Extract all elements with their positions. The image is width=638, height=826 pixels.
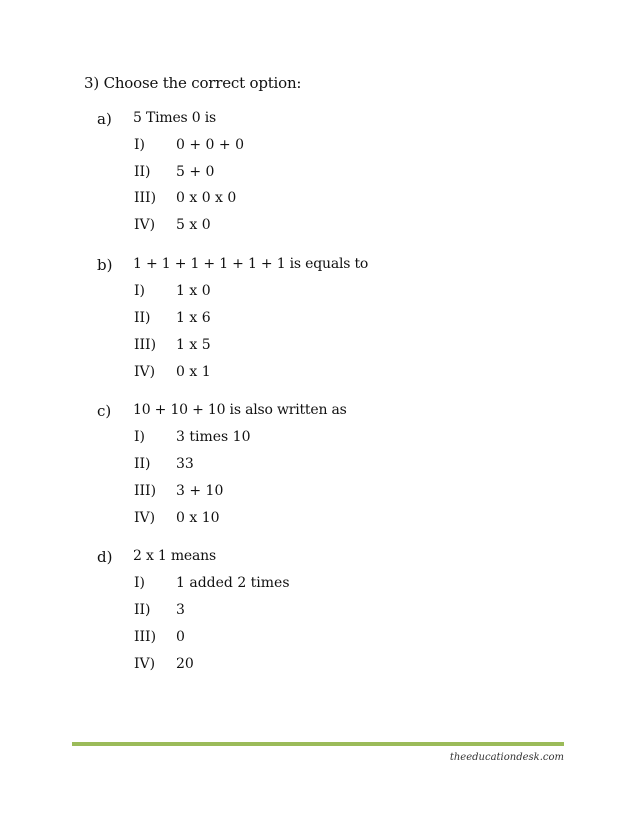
option-text: 0 x 10 (176, 510, 220, 526)
option-row (0, 137, 638, 157)
option-text: 33 (176, 456, 194, 472)
option-row (0, 656, 638, 676)
option-row (0, 283, 638, 303)
question-stem: 5 Times 0 is (133, 110, 216, 126)
option-number: I) (134, 575, 145, 591)
footer-site-link[interactable]: theeducationdesk.com (449, 752, 564, 763)
option-text: 0 + 0 + 0 (176, 137, 244, 153)
option-text: 1 x 0 (176, 283, 211, 299)
option-text: 5 x 0 (176, 217, 211, 233)
option-number: IV) (134, 656, 156, 672)
option-number: III) (134, 483, 157, 499)
question-letter: c) (97, 402, 112, 420)
option-number: III) (134, 190, 157, 206)
section-title: 3) Choose the correct option: (84, 74, 302, 92)
option-row (0, 364, 638, 384)
question-stem: 10 + 10 + 10 is also written as (133, 402, 347, 418)
option-row (0, 483, 638, 503)
option-row (0, 629, 638, 649)
option-text: 0 x 1 (176, 364, 211, 380)
option-number: I) (134, 429, 145, 445)
option-number: I) (134, 283, 145, 299)
option-row (0, 602, 638, 622)
footer-divider (72, 742, 564, 746)
option-row (0, 456, 638, 476)
option-number: IV) (134, 510, 156, 526)
option-number: II) (134, 602, 151, 618)
option-number: III) (134, 337, 157, 353)
option-text: 5 + 0 (176, 164, 215, 180)
option-row (0, 429, 638, 449)
question-stem: 2 x 1 means (133, 548, 216, 564)
option-text: 1 x 6 (176, 310, 211, 326)
option-row (0, 190, 638, 210)
option-row (0, 217, 638, 237)
option-row (0, 575, 638, 595)
question-letter: a) (97, 110, 112, 128)
option-text: 0 x 0 x 0 (176, 190, 237, 206)
option-number: II) (134, 164, 151, 180)
question-letter: d) (97, 548, 113, 566)
option-text: 3 times 10 (176, 429, 251, 445)
option-number: IV) (134, 217, 156, 233)
option-number: II) (134, 310, 151, 326)
option-row (0, 164, 638, 184)
question-letter: b) (97, 256, 113, 274)
option-text: 0 (176, 629, 185, 645)
option-number: IV) (134, 364, 156, 380)
option-number: I) (134, 137, 145, 153)
option-text: 1 added 2 times (176, 575, 290, 591)
option-row (0, 510, 638, 530)
option-text: 1 x 5 (176, 337, 211, 353)
option-row (0, 337, 638, 357)
option-number: II) (134, 456, 151, 472)
option-text: 3 (176, 602, 185, 618)
option-text: 3 + 10 (176, 483, 224, 499)
question-stem: 1 + 1 + 1 + 1 + 1 + 1 is equals to (133, 256, 369, 272)
option-row (0, 310, 638, 330)
option-number: III) (134, 629, 157, 645)
option-text: 20 (176, 656, 194, 672)
